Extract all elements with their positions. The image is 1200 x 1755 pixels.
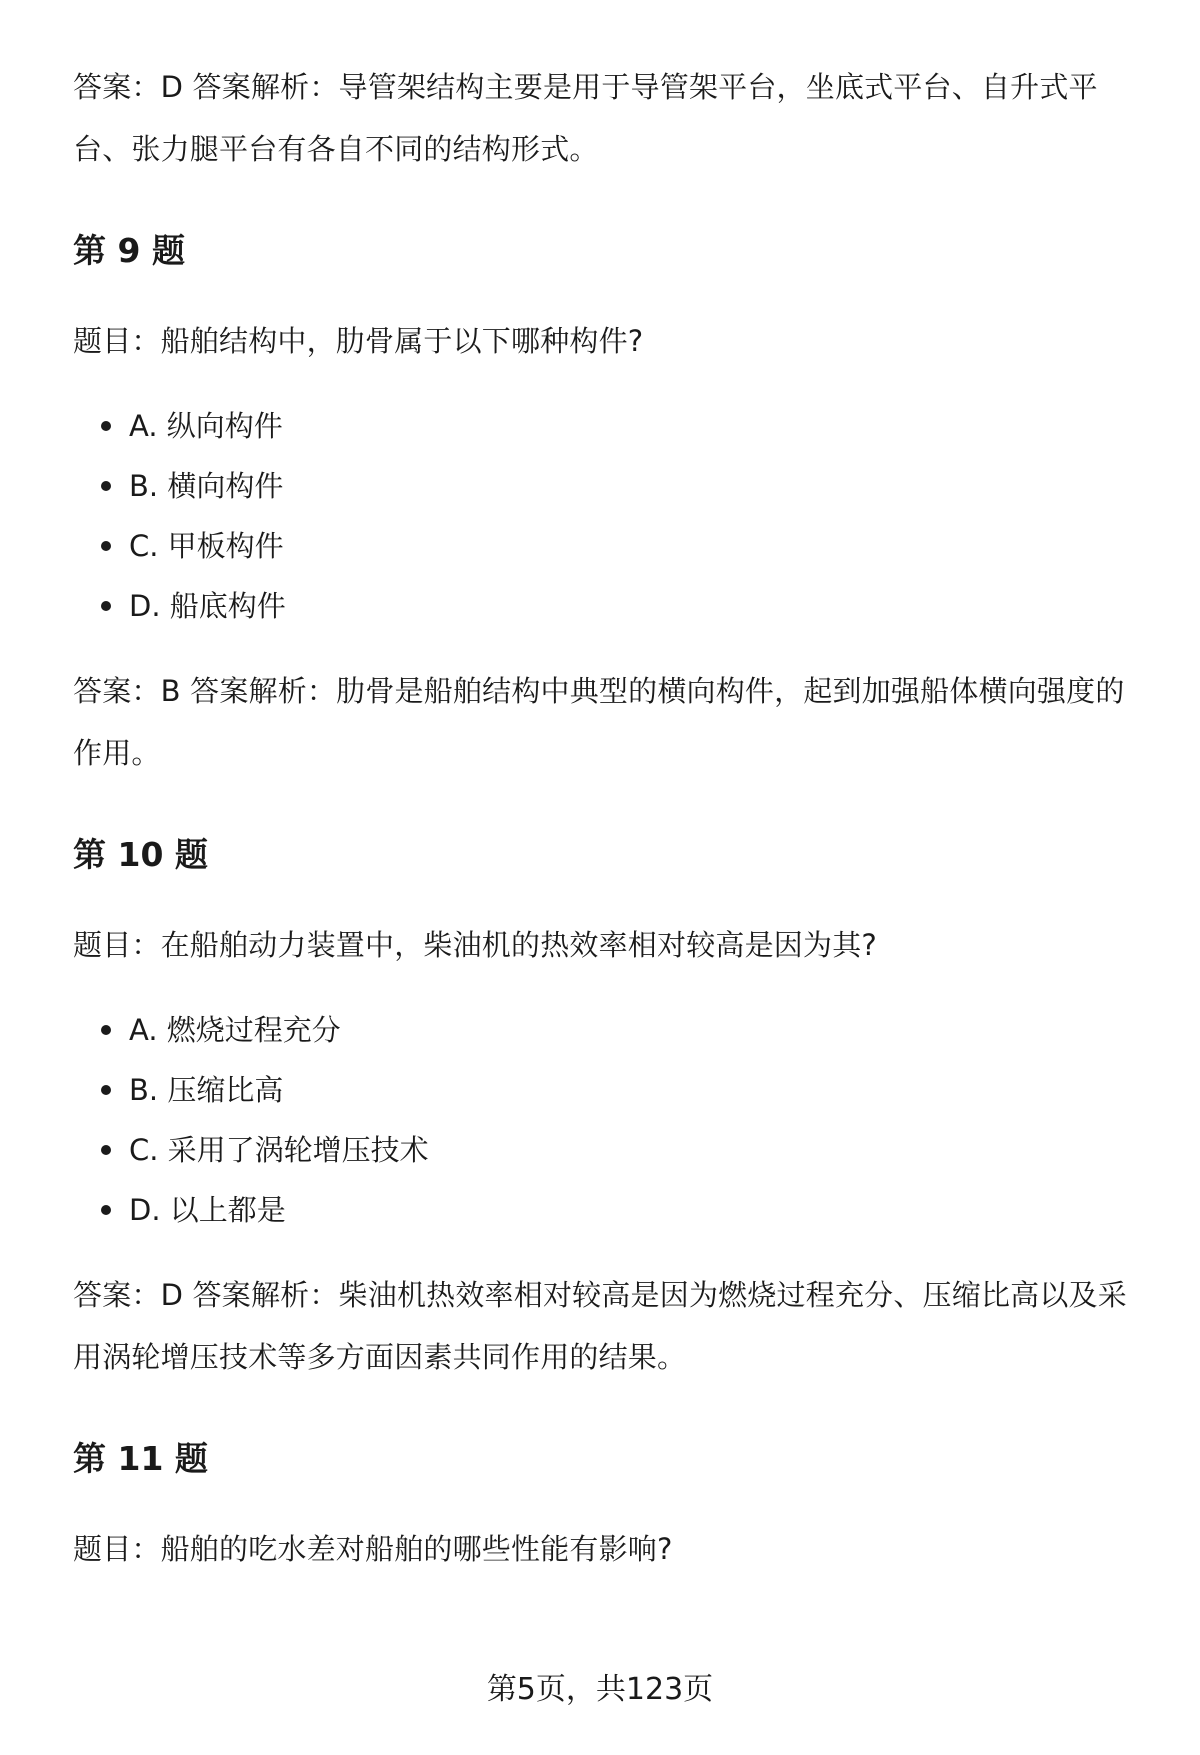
page-footer: 第5页，共123页 bbox=[486, 1672, 714, 1707]
spacer bbox=[73, 784, 1153, 824]
q9-option bbox=[73, 576, 1153, 636]
q9-option bbox=[73, 396, 1153, 456]
q11-heading: 第 11 题 bbox=[73, 1439, 208, 1478]
q11-question: 题目：船舶的吃水差对船舶的哪些性能有影响? bbox=[73, 1532, 673, 1566]
bullet-icon bbox=[101, 1025, 111, 1035]
spacer bbox=[73, 1490, 1153, 1518]
q9-option-text: A. 纵向构件 bbox=[129, 409, 283, 443]
q9-option bbox=[73, 456, 1153, 516]
spacer bbox=[73, 1388, 1153, 1428]
bullet-icon bbox=[101, 481, 111, 491]
q10-question: 题目：在船舶动力装置中，柴油机的热效率相对较高是因为其? bbox=[73, 928, 877, 962]
spacer bbox=[73, 976, 1153, 1000]
document-page bbox=[73, 56, 1153, 1580]
bullet-icon bbox=[101, 541, 111, 551]
q10-options bbox=[73, 1000, 1153, 1240]
q9-option-text: B. 横向构件 bbox=[129, 469, 284, 503]
spacer bbox=[73, 1240, 1153, 1264]
q10-option bbox=[73, 1120, 1153, 1180]
q10-option-text: B. 压缩比高 bbox=[129, 1073, 284, 1107]
spacer bbox=[73, 636, 1153, 660]
q10-answer: 答案：D 答案解析：柴油机热效率相对较高是因为燃烧过程充分、压缩比高以及采用涡轮增压技术等多方面因素共同作用的结果。 bbox=[73, 1278, 1127, 1374]
bullet-icon bbox=[101, 1205, 111, 1215]
q10-option-text: A. 燃烧过程充分 bbox=[129, 1013, 341, 1047]
bullet-icon bbox=[101, 601, 111, 611]
q9-option-text: C. 甲板构件 bbox=[129, 529, 284, 563]
q8-answer: 答案：D 答案解析：导管架结构主要是用于导管架平台，坐底式平台、自升式平台、张力腿平台有各自不同的结构形式。 bbox=[73, 70, 1098, 166]
bullet-icon bbox=[101, 421, 111, 431]
q10-heading: 第 10 题 bbox=[73, 835, 208, 874]
q10-option bbox=[73, 1060, 1153, 1120]
q10-option-text: C. 采用了涡轮增压技术 bbox=[129, 1133, 429, 1167]
bullet-icon bbox=[101, 1085, 111, 1095]
q9-option-text: D. 船底构件 bbox=[129, 589, 286, 623]
spacer bbox=[73, 372, 1153, 396]
bullet-icon bbox=[101, 1145, 111, 1155]
q10-option bbox=[73, 1180, 1153, 1240]
spacer bbox=[73, 180, 1153, 220]
q9-option bbox=[73, 516, 1153, 576]
q9-answer: 答案：B 答案解析：肋骨是船舶结构中典型的横向构件，起到加强船体横向强度的作用。 bbox=[73, 674, 1125, 770]
q9-options bbox=[73, 396, 1153, 636]
spacer bbox=[73, 282, 1153, 310]
q10-option-text: D. 以上都是 bbox=[129, 1193, 286, 1227]
spacer bbox=[73, 886, 1153, 914]
q9-question: 题目：船舶结构中，肋骨属于以下哪种构件? bbox=[73, 324, 644, 358]
q9-heading: 第 9 题 bbox=[73, 231, 185, 270]
q10-option bbox=[73, 1000, 1153, 1060]
